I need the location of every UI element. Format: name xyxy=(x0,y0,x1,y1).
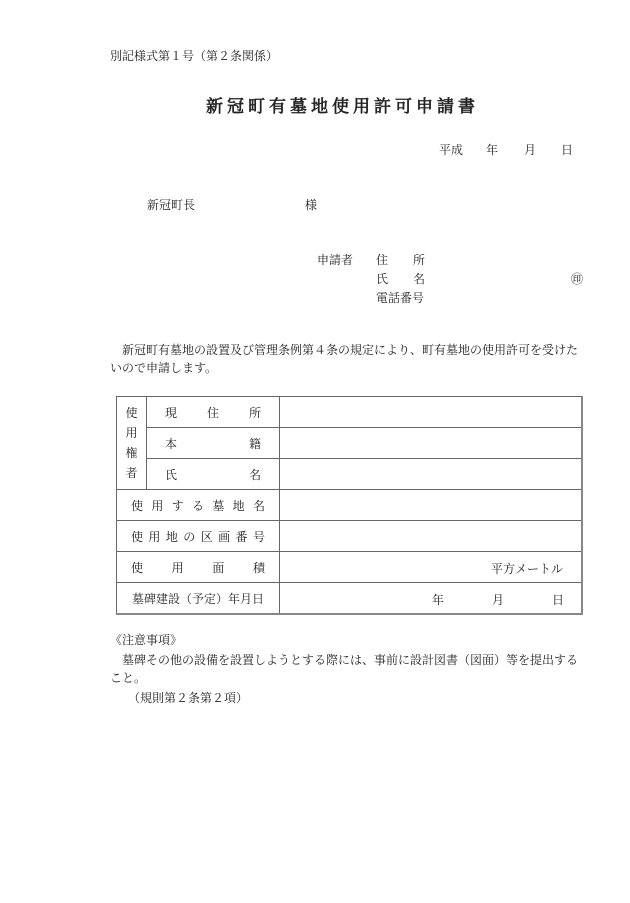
label-text: 墓碑建設（予定）年月日 xyxy=(131,591,264,606)
label-char: 用 xyxy=(171,560,184,575)
label-char: す xyxy=(171,498,184,513)
notes-line-1: 墓碑その他の設備を設置しようとする際には、事前に設計図書（図面）等を提出する xyxy=(122,653,579,667)
label-char: 使 xyxy=(131,498,144,513)
label-char: 本 xyxy=(165,436,178,451)
rights-holder-char: 者 xyxy=(125,466,138,480)
table-row xyxy=(117,397,583,428)
label-char: 名 xyxy=(248,467,261,482)
label-char: 氏 xyxy=(165,467,178,482)
current-address-field[interactable] xyxy=(280,397,583,428)
document-title: 新冠町有墓地使用許可申請書 xyxy=(206,97,479,117)
label-char: 使 xyxy=(131,560,144,575)
table-row xyxy=(117,459,583,490)
label-char: 墓 xyxy=(212,498,225,513)
name-label-1: 氏 xyxy=(376,272,389,286)
label-char: 所 xyxy=(248,405,261,420)
label-construction-date xyxy=(117,583,280,615)
label-char: 面 xyxy=(212,560,225,575)
label-plot-number xyxy=(117,521,280,552)
label-char: 名 xyxy=(252,498,265,513)
plot-number-field[interactable] xyxy=(280,521,583,552)
applicant-label: 申請者 xyxy=(317,253,354,267)
label-char: 画 xyxy=(218,529,231,544)
label-char: 番 xyxy=(235,529,248,544)
notes-reference: （規則第２条第２項） xyxy=(128,691,249,705)
table-row xyxy=(117,583,583,615)
label-char: る xyxy=(191,498,204,513)
table-row xyxy=(117,552,583,583)
label-permanent-domicile xyxy=(147,428,280,459)
table-row xyxy=(117,428,583,459)
phone-label: 電話番号 xyxy=(376,291,425,305)
statement-line-2: いので申請します。 xyxy=(110,361,218,375)
rights-holder-label xyxy=(117,397,147,490)
label-cemetery-name xyxy=(117,490,280,521)
seal-mark: ㊞ xyxy=(571,272,584,286)
area-field[interactable] xyxy=(280,552,583,583)
label-char: 用 xyxy=(151,498,164,513)
label-char: 地 xyxy=(165,529,178,544)
label-char: 住 xyxy=(206,405,219,420)
date-era: 平成 xyxy=(439,143,464,157)
statement-line-1: 新冠町有墓地の設置及び管理条例第４条の規定により、町有墓地の使用許可を受けた xyxy=(122,343,579,357)
label-char: 現 xyxy=(165,405,178,420)
area-unit: 平方メートル xyxy=(490,562,563,576)
label-char: 用 xyxy=(148,529,161,544)
permanent-domicile-field[interactable] xyxy=(280,428,583,459)
construction-month: 月 xyxy=(492,593,505,607)
notes-heading: 《注意事項》 xyxy=(110,633,183,647)
form-number: 別記様式第１号（第２条関係） xyxy=(110,49,279,63)
cemetery-name-field[interactable] xyxy=(280,490,583,521)
label-char: 地 xyxy=(232,498,245,513)
address-label-1: 住 xyxy=(376,253,389,267)
address-label-2: 所 xyxy=(413,253,426,267)
date-year: 年 xyxy=(486,143,499,157)
construction-year: 年 xyxy=(432,593,445,607)
date-month: 月 xyxy=(524,143,537,157)
name-label-2: 名 xyxy=(413,272,426,286)
label-name xyxy=(147,459,280,490)
table-row xyxy=(117,521,583,552)
construction-date-field[interactable] xyxy=(280,583,583,615)
rights-holder-char: 権 xyxy=(125,446,138,460)
table-row xyxy=(117,490,583,521)
application-table xyxy=(116,396,583,615)
label-area xyxy=(117,552,280,583)
label-char: 区 xyxy=(200,529,213,544)
label-char: の xyxy=(183,529,196,544)
addressee-name: 新冠町長 xyxy=(147,198,196,212)
holder-name-field[interactable] xyxy=(280,459,583,490)
label-char: 号 xyxy=(252,529,265,544)
rights-holder-char: 使 xyxy=(125,406,138,420)
addressee-honorific: 様 xyxy=(305,198,318,212)
date-day: 日 xyxy=(561,143,574,157)
label-current-address xyxy=(147,397,280,428)
label-char: 積 xyxy=(252,560,265,575)
label-char: 使 xyxy=(131,529,144,544)
notes-line-2: こと。 xyxy=(110,671,147,685)
rights-holder-char: 用 xyxy=(125,426,138,440)
label-char: 籍 xyxy=(248,436,261,451)
construction-day: 日 xyxy=(552,593,565,607)
